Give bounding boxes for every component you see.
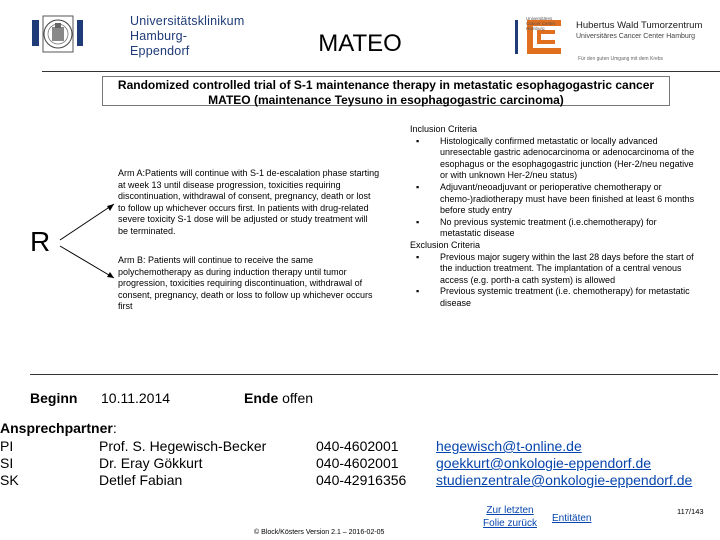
- arrow-head-arm-a: [107, 204, 114, 211]
- contact-email-link[interactable]: studienzentrale@onkologie-eppendorf.de: [436, 472, 693, 488]
- contact-role: SI: [0, 455, 14, 471]
- entities-link[interactable]: Entitäten: [552, 513, 592, 524]
- exclusion-item: [410, 286, 696, 309]
- exclusion-item: [410, 252, 696, 287]
- criteria-panel: [410, 124, 696, 310]
- contact-email-link[interactable]: hegewisch@t-online.de: [436, 438, 582, 454]
- bullet-icon: ▪: [416, 286, 420, 297]
- contacts-title-colon: :: [112, 420, 117, 436]
- study-title-line1: Randomized controlled trial of S-1 maintenance therapy in metastatic esophagogastric cancer: [117, 78, 655, 92]
- page-number: 117/143: [677, 507, 704, 516]
- contact-name: Prof. S. Hegewisch-Becker: [99, 438, 267, 454]
- section-divider: [30, 374, 718, 375]
- exclusion-item-text: Previous systemic treatment (i.e. chemotherapy) for metastatic disease: [440, 286, 690, 308]
- back-to-last-slide-link[interactable]: [476, 504, 544, 530]
- bullet-icon: ▪: [416, 216, 420, 227]
- arrow-to-arm-a: [60, 204, 114, 240]
- contact-phone: 040-4602001: [316, 455, 399, 471]
- tumorzentrum-tagline: Für den guten Umgang mit dem Krebs: [578, 56, 664, 62]
- bullet-icon: ▪: [416, 135, 420, 146]
- exclusion-criteria-title: Exclusion Criteria: [410, 239, 481, 250]
- contact-name: Detlef Fabian: [99, 472, 183, 488]
- exclusion-item-text: Previous major sugery within the last 28 days before the start of the induction treatment. The implantation of a central venous access (e.g. porth-a cath system) is allowed: [440, 251, 694, 285]
- header-divider: [42, 71, 720, 72]
- uke-name-line2: Hamburg-Eppendorf: [130, 29, 190, 58]
- end-label: Ende: [244, 390, 279, 406]
- back-link-line2: Folie zurück: [483, 518, 537, 529]
- randomization-arrows: [56, 196, 120, 286]
- tumorzentrum-name: Hubertus Wald Tumorzentrum: [576, 20, 703, 31]
- contact-name: Dr. Eray Gökkurt: [99, 455, 203, 471]
- page-title: MATEO: [318, 30, 402, 57]
- tumorzentrum-subtitle: Universitäres Cancer Center Hamburg: [576, 33, 696, 40]
- study-title-box: [102, 76, 670, 106]
- contact-phone: 040-42916356: [316, 472, 407, 488]
- inclusion-item-text: Adjuvant/neoadjuvant or perioperative chemotherapy or chemo-)radiotherapy must have been finished at least 6 months before study entry: [440, 181, 695, 216]
- start-date: 10.11.2014: [101, 390, 171, 406]
- study-title-line2: MATEO (maintenance Teysuno in esophagogastric carcinoma): [208, 93, 564, 107]
- tumorzentrum-small-label: Universitäres Cancer Center Hamburg: [526, 16, 556, 31]
- inclusion-item-text: No previous systemic treatment (i.e.chemotherapy) for metastatic disease: [440, 216, 657, 239]
- contact-role: SK: [0, 472, 19, 488]
- uke-name-line1: Universitätsklinikum: [130, 14, 245, 28]
- contacts-title-text: Ansprechpartner: [0, 420, 113, 436]
- arm-a-description: Arm A:Patients will continue with S-1 de-escalation phase starting at week 13 until disease progression, toxicities requiring discontinuation, withdrawal of consent, pregnancy, death or lost to follow up whichever occurs first. In patients with drug-related severe toxicity S-1 dose will be adjusted or study treatment will be terminated.: [118, 168, 380, 236]
- inclusion-criteria-title: Inclusion Criteria: [410, 124, 478, 134]
- inclusion-item-text: Histologically confirmed metastatic or locally advanced unresectable gastric adenocarcinoma or adenocarcinoma of the esophagus or the esophagogastric junction (Her-2/neu negative or with unknown Her-2/neu status): [440, 135, 695, 181]
- end-field: [244, 390, 313, 406]
- inclusion-item: [410, 217, 696, 240]
- contact-phone: 040-4602001: [316, 438, 399, 454]
- end-value: offen: [282, 390, 314, 406]
- back-link-line1: Zur letzten: [486, 505, 534, 516]
- arm-b-description: Arm B: Patients will continue to receive the same polychemotherapy as during induction therapy until tumor progression, toxicities requiring discontinuation, withdrawal of consent, pregnancy, death or loss to follow up whichever occurs first: [118, 255, 373, 311]
- bullet-icon: ▪: [416, 251, 420, 262]
- contact-email-link[interactable]: goekkurt@onkologie-eppendorf.de: [436, 455, 652, 471]
- randomization-label: R: [30, 226, 51, 257]
- contact-role: PI: [0, 438, 14, 454]
- arrow-to-arm-b: [60, 246, 114, 278]
- inclusion-item: [410, 182, 696, 217]
- inclusion-item: [410, 136, 696, 182]
- copyright-version: © Block/Kösters Version 2.1 – 2016-02-05: [254, 529, 385, 536]
- bullet-icon: ▪: [416, 181, 420, 192]
- contacts-title: [0, 420, 117, 436]
- start-label: Beginn: [30, 390, 78, 406]
